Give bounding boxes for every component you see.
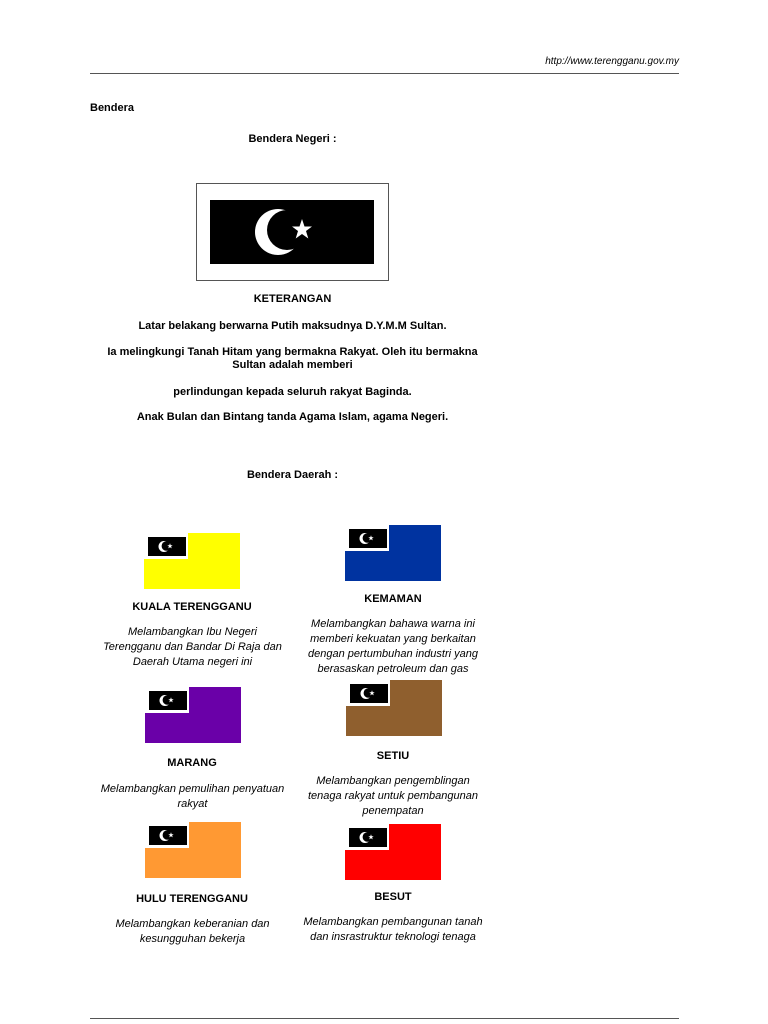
crescent-star-icon [210,200,374,264]
footer-rule [90,1018,679,1019]
district-name: BESUT [374,891,412,903]
header-url: http://www.terengganu.gov.my [545,56,679,67]
district-name: HULU TERENGGANU [136,893,248,905]
district-description: Melambangkan bahawa warna ini memberi kekuatan yang berkaitan dengan pertumbuhan industri yang berasaskan petroleum dan gas [307,618,478,675]
district-name: SETIU [376,750,410,762]
district-flag-hulu-terengganu [145,822,241,878]
keterangan-line: Sultan adalah memberi [232,359,353,371]
district-flag-besut [345,824,441,880]
district-flag-kuala-terengganu [144,533,240,589]
district-heading: Bendera Daerah : [246,469,339,481]
section-title: Bendera [90,102,135,114]
header-rule [90,73,679,74]
crescent-star-icon [145,822,189,848]
district-description: Melambangkan keberanian dan kesungguhan bekerja [115,918,270,945]
crescent-star-icon [345,824,389,850]
district-description: Melambangkan pembangunan tanah dan insrastruktur teknologi tenaga [303,916,483,943]
district-name: KUALA TERENGGANU [132,601,252,613]
district-description: Melambangkan pengemblingan tenaga rakyat untuk pembangunan penempatan [307,775,479,817]
crescent-star-icon [346,680,390,706]
state-flag-image [196,183,389,281]
crescent-star-icon [145,687,189,713]
keterangan-title: KETERANGAN [253,293,332,305]
keterangan-line: Latar belakang berwarna Putih maksudnya D.Y.M.M Sultan. [138,320,447,332]
district-flag-setiu [346,680,442,736]
district-name: MARANG [167,757,217,769]
keterangan-line: Anak Bulan dan Bintang tanda Agama Islam, agama Negeri. [136,411,449,423]
district-name: KEMAMAN [364,593,422,605]
district-flag-marang [145,687,241,743]
state-flag-black-field [210,200,374,264]
state-flag-heading: Bendera Negeri : [248,133,337,145]
district-description: Melambangkan pemulihan penyatuan rakyat [100,783,285,810]
keterangan-line: perlindungan kepada seluruh rakyat Baginda. [173,386,412,398]
district-flag-kemaman [345,525,441,581]
district-description: Melambangkan Ibu Negeri Terengganu dan Bandar Di Raja dan Daerah Utama negeri ini [103,626,282,668]
crescent-star-icon [345,525,389,551]
keterangan-line: Ia melingkungi Tanah Hitam yang bermakna Rakyat. Oleh itu bermakna [107,346,478,358]
crescent-star-icon [144,533,188,559]
